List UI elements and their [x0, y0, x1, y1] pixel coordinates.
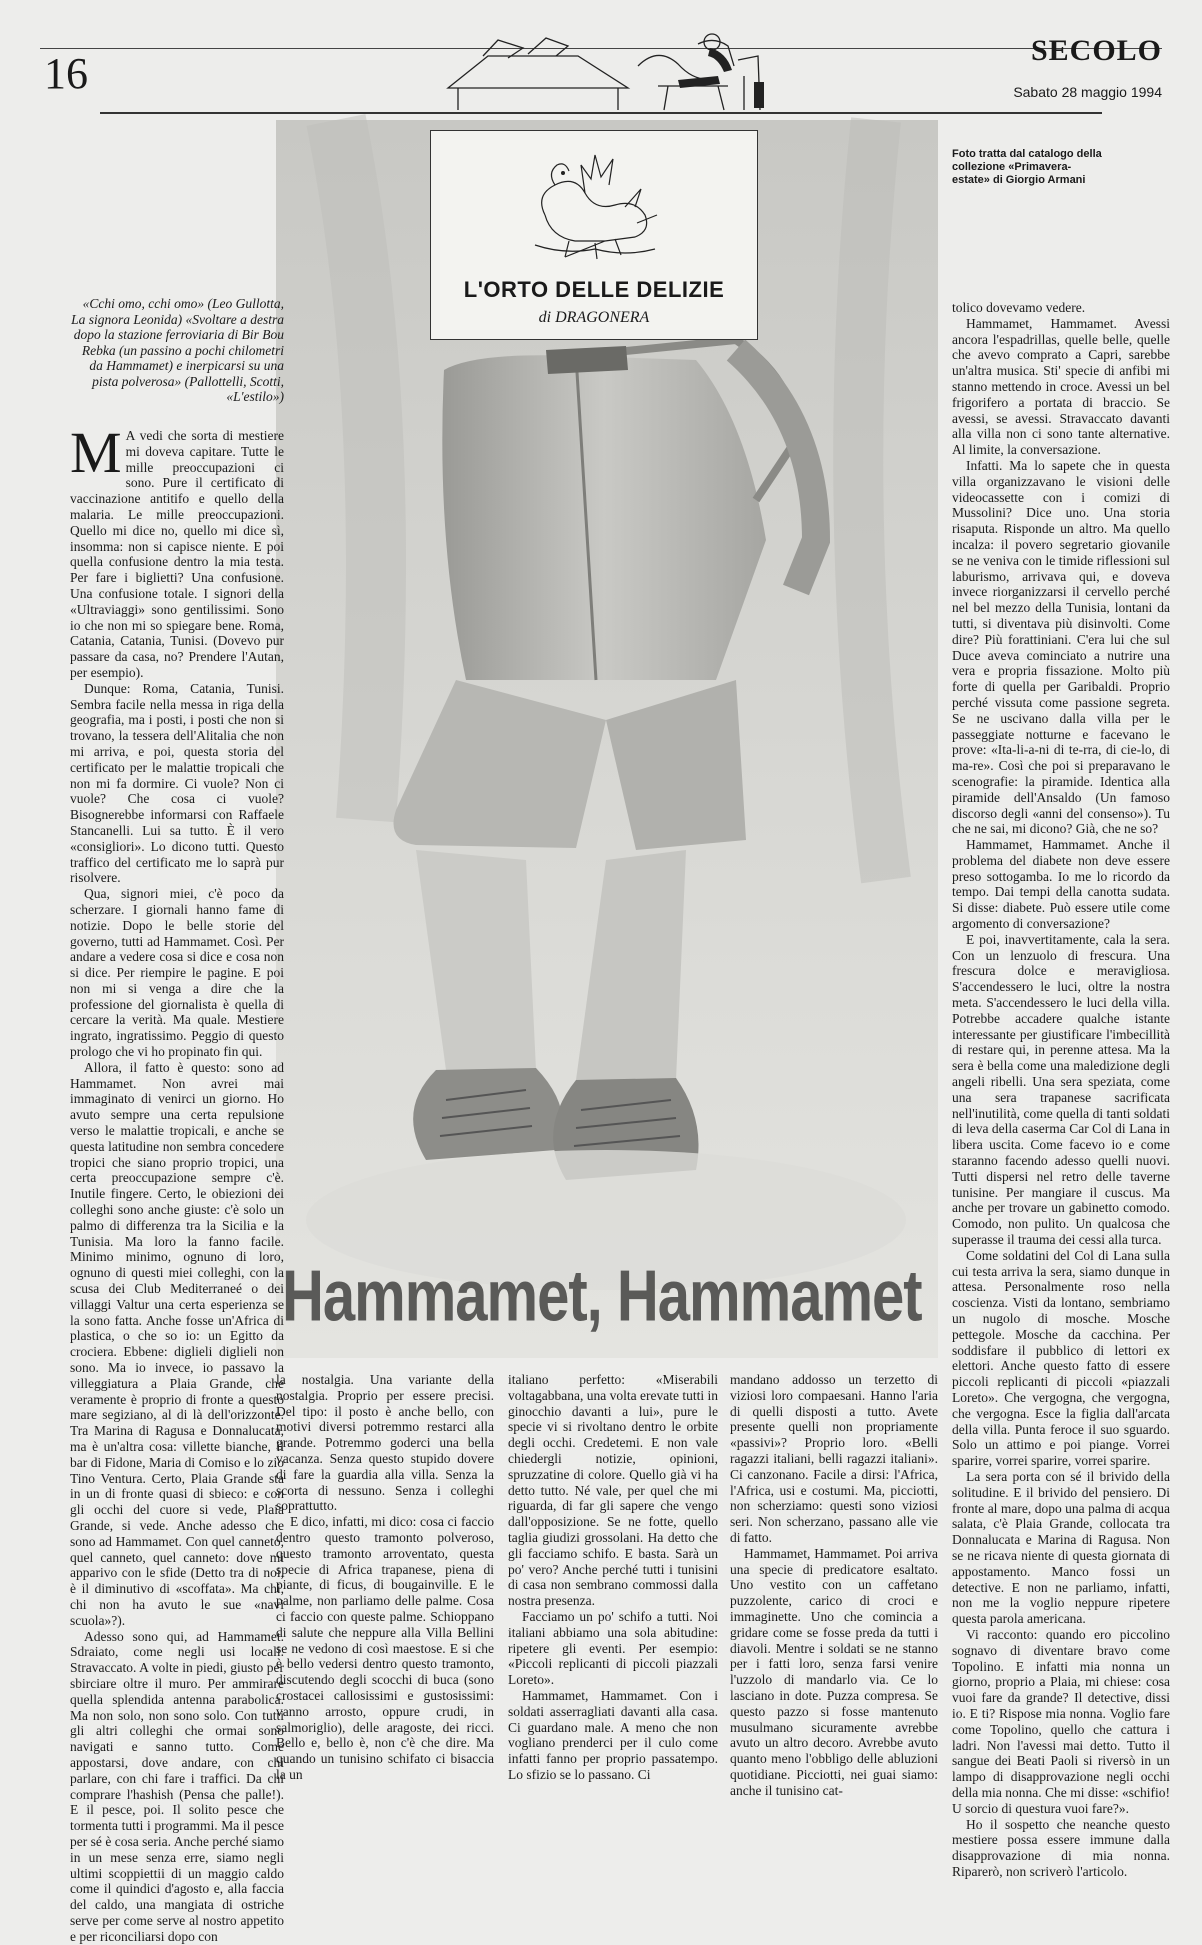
- article-paragraph: E poi, inavvertitamente, cala la sera. Con un lenzuolo di frescura. Una frescura dolce e meravigliosa. S'accendessero le luci, oltre la nostra meta. S'accendessero le luci della villa. Potrebbe accadere qualche istante interessante per giustificare l'imbecillità di restare qui, in perenne attesa. Ma la sera è bella come una maledizione degli angeli ribelli. Una sera speziata, come una sera trapanese sacrificata nell'inutilità, come quella di tanti soldati di leva della caserma Car Col di Lana in libera uscita. Come facevo io e come staranno facendo adesso quelli nuovi. Tutti dispersi nel retro delle taverne tunisine. Per mangiare il cuscus. Ma anche per trovare un gabinetto comodo. Comodo, non pulito. Un qualcosa che superasse il trauma dei cessi alla turca.: [952, 931, 1170, 1248]
- article-paragraph: Dunque: Roma, Catania, Tunisi. Sembra facile nella messa in riga della geografia, ma i posti, i posti che non si trovano, la tessera dell'Alitalia che non mi arriva, e poi, questa storia del certificato per le malattie tropicali che non mi fa dormire. Ci vuole? Non ci vuole? Che cosa ci vuole? Bisognerebbe informarsi con Raffaele Stancanelli. Lui sa tutto. È il vero «consigliori». Lo dicono tutti. Questo traffico del certificato me lo saprà pur risolvere.: [70, 680, 284, 886]
- article-column-left: [70, 420, 284, 1944]
- rubric-title: L'ORTO DELLE DELIZIE: [463, 277, 725, 302]
- top-rule: [100, 112, 1102, 114]
- article-paragraph: Allora, il fatto è questo: sono ad Hammamet. Non avrei mai immaginato di venirci un giorno. Ho avuto sempre una certa repulsione verso le malattie tropicali, e anche se questa latitudine non sembra concedere tropici che siano proprio tropici, una certa preoccupazione sempre c'è. Inutile fingere. Certo, le obiezioni dei colleghi sono anche giuste: c'è solo un palmo di differenza tra la Sicilia e la Tunisia. Ma loro la fanno facile. Minimo minimo, ognuno di loro, ognuno di questi miei colleghi, con la scusa dei Club Mediterraneé o dei villaggi Valtur una certa esperienza se la sono fatta. Anche fosse un'Africa di plastica, o che so io: un Egitto da crociera. Ebbene: diglieli diglieli non sono. Ma io invece, io passavo la villeggiatura a Plaia Grande, che veramente è proprio di fronte a questo mare segiziano, al di là dell'orizzonte. Tra Marina di Ragusa e Donnalucata, ma è un'altra cosa: villette bianche, il bar di Fidone, Maria di Comiso e lo zio Tino Ventura. Certo, Plaia Grande sta in un di fronte quasi di sbieco: e con gli occhi del cuore si vede, Plaia Grande, si vede. Anche adesso che sono ad Hammamet. Con quel canneto, quel canneto, quel canneto: dove mi apparivo con le sfide (Detto tra di noi, è il diminutivo di «scoffata». Ma chi, chi non ha avuto le sue «navi scuola»?).: [70, 1059, 284, 1628]
- rubric-box: [430, 130, 758, 340]
- issue-date: Sabato 28 maggio 1994: [1013, 84, 1162, 100]
- article-paragraph: mandano addosso un terzetto di viziosi loro compaesani. Hanno l'aria di quelli disposti a tutto. Avete presente quelli non propriamente «passivi»? Proprio loro. «Belli ragazzi italiani, belli ragazzi italiani». Ci canzonano. Facile a dirsi: l'Africa, l'Africa, usi e costumi. Ma, picciotti, non scherziamo: questi sono viziosi seri. Non scherzano, passano alle vie di fatto.: [730, 1372, 938, 1545]
- photo-credit: Foto tratta dal catalogo della collezione «Primavera-estate» di Giorgio Armani: [952, 148, 1102, 186]
- article-paragraph: Hammamet, Hammamet. Avessi ancora l'espadrillas, quelle belle, quelle che avevo comprato a Capri, sarebbe un'altra musica. Sti' specie di anfibi mi stanno mettendo in croce. Avessi un bel frigorifero a portata di braccio. Se avessi, se avessi. Stravaccato davanti alla villa non ci sono tante alternative. Al limite, la conversazione.: [952, 315, 1170, 458]
- article-paragraph: Hammamet, Hammamet. Anche il problema del diabete non deve essere preso sottogamba. Io me lo ricordo da tempo. Dai tempi della canotta sudata. Si disse: diabete. Può essere utile come argomento di conversazione?: [952, 837, 1170, 932]
- article-paragraph: [70, 420, 284, 681]
- article-paragraph: Hammamet, Hammamet. Con i soldati asserragliati davanti alla casa. Ci guardano male. A meno che non vogliano prenderci per il culo come infatti fanno per proprio passatempo. Lo sfizio se lo passano. Ci: [508, 1687, 718, 1782]
- article-paragraph: La sera porta con sé il brivido della solitudine. E il brivido del pensiero. Di fronte al mare, dopo una palma di acqua salata, c'è Plaia Grande, collocata tra Donnalucata e Marina di Ragusa. Non se ne ricava niente di questa giornata di appostamento. Manco fossi un detective. E non ne parliamo, infatti, non me la voglio neppure ripetere questa parola americana.: [952, 1468, 1170, 1627]
- article-column-bottom-2: [508, 1372, 718, 1782]
- article-paragraph: Qua, signori miei, c'è poco da scherzare. I giornali hanno fame di notizie. Dopo le belle storie del governo, tutti ad Hammamet. Così. Per andare a vedere cosa si dice e cosa non si dice. Per riempire le pagine. E poi non mi si venga a dire che la professione del giornalista è quella di cercare la verità. Ma quale. Mestiere ingrato, ingratissimo. Peggio di questo prologo che vi ho propinato fin qui.: [70, 886, 284, 1060]
- masthead-drawing: [428, 26, 780, 114]
- article-paragraph: Come soldatini del Col di Lana sulla cui testa arriva la sera, siamo dunque in attesa. Personalmente roso nella coscienza. Visti da lontano, sembriamo un nugolo di mosche. Mosche pettegole. Mosche da cacchina. Per soddisfare il pubblico di lettori ex elettori. Anche questo fatto di essere piccoli replicanti di piccoli «piazzali Loreto». Che vergogna, che vergogna, che vergogna. Esce la figlia dall'arcata della villa. Punta feroce il suo sguardo. Solo un attimo e poi piange. Vorrei sparire, vorrei sparire, vorrei sparire.: [952, 1247, 1170, 1469]
- article-column-bottom-1: [276, 1372, 494, 1782]
- article-paragraph: Ho il sospetto che neanche questo mestiere possa essere immune dalla disapprovazione di mia nonna. Riparerò, non scriverò l'articolo.: [952, 1816, 1170, 1879]
- article-paragraph: Hammamet, Hammamet. Poi arriva una specie di predicatore esaltato. Uno vestito con un caffetano puzzolente, carico di croci e immaginette. Uno che comincia a gridare come se fosse preda da tutti i diavoli. Mentre i soldati se ne stanno per i fatti loro, senza farsi venire l'uzzolo di mandarlo via. Ce lo lasciano in dote. Puzza compresa. Se questo pazzo si fosse mantenuto musulmano sicuramente avrebbe avuto un altro decoro. Avrebbe avuto quanto meno l'obbligo delle abluzioni quotidiane. Picciotti, nei guai siamo: anche il tunisino cat-: [730, 1545, 938, 1798]
- article-paragraph: E dico, infatti, mi dico: cosa ci faccio dentro questo tramonto polveroso, questo tramonto arroventato, questa specie di Africa trapanese, piena di piante, di ficus, di bougainville. E le palme, non parliamo delle palme. Cosa ci faccio con queste palme. Schioppano di salute che neppure alla Villa Bellini se ne vedono di così maestose. E si che è bello vedersi dentro questo tramonto, discutendo degli scocchi di buca (sono crostacei callosissimi e gustosissimi: vanno arrosto, oppure crudi, in salmoriglio), delle aragoste, dei ricci. Bello e, bello è, non c'è che dire. Ma quando un tunisino schifato ci bisaccia la un: [276, 1514, 494, 1782]
- article-paragraph: tolico dovevamo vedere.: [952, 300, 1086, 315]
- article-paragraph: Vi racconto: quando ero piccolino sognavo di diventare bravo come Topolino. E infatti mia nonna un giorno, proprio a Plaia, mi chiese: cosa vuoi fare da grande? Il detective, dissi io. E ti? Rispose mia nonna. Voglio fare come Topolino, quello che cattura i ladri. Non l'avessi mai detto. Tutto il sangue dei Beati Paoli si riversò in un lampo di disapprovazione negli occhi della mia nonna. Che mi disse: «schifio! U sorcio di questura vuoi fare?».: [952, 1626, 1170, 1816]
- article-paragraph: italiano perfetto: «Miserabili voltagabbana, una volta erevate tutti in ginocchio davanti a lui», pure le specie vi si rivoltano dentro le orbite degli occhi. Credetemi. E non vale chiedergli notizie, opinioni, spruzzatine di colore. Quello già vi ha detto tutto. Né vale, per quel che mi riguarda, di far gli sapere che vengo dall'opposizione. Se ne fotte, quello taglia giudizi grossolani. Ha detto che gli facciamo schifo. E basta. Sarà un po' vero? Anche perché tutti i tunisini di casa non sembrano commossi dalla nostra presenza.: [508, 1372, 718, 1609]
- dragon-icon: [525, 145, 665, 263]
- article-paragraph: Infatti. Ma lo sapete che in questa villa organizzavano le visioni delle videocassette con i comizi di Mussolini? Dice uno. Una storia risaputa. Risponde un altro. Ma quello incalza: il povero segretario giovanile se ne veniva con le timide riflessioni sul laburismo, arrivava qui, e doveva invece riorganizzarsi il cervello perché nel bel mezzo della Tunisia, lontani da tutti, si diventava più disinvolti. Come dire? Più forattiniani. C'era lui che sul Duce aveva cominciato a nutrire una vera e propria fissazione. Molto più forte di quella per Garibaldi. Proprio perché vissuta come passione segreta. Se ne uscivano dalla villa per le passeggiate notturne e facevano le prove: «Ita-li-a-ni di te-rra, di cie-lo, di ma-re». Così che poi si preparavano le scenografie: la piramide. Identica alla piramide dell'Ansaldo (Un famoso discorso degli «anni del consenso»). Tu che ne sai, mi dicono? Già, che ne so?: [952, 457, 1170, 837]
- article-column-bottom-3: [730, 1372, 938, 1798]
- article-paragraph: Adesso sono qui, ad Hammamet. Sdraiato, come negli usi locali. Stravaccato. A volte in piedi, giusto per sbirciare oltre il muro. Per ammirare quella splendida antenna parabolica. Ma non solo, non sono solo. Con tutti gli altri colleghi che ormai sono navigati e sanno tutto. Come appostarsi, dove andare, con chi parlare, con chi fare i traffici. Da chi comprare l'hashish (Pensa che palle!). E il pesce, poi. Il solito pesce che tormenta tutti i programmi. Ma il pesce per sé è cosa seria. Anche perché siamo in un mese senza erre, siamo negli ultimi scoppiettii di un maggio caldo come il quindici d'agosto e, alla faccia del caldo, una mangiata di ostriche serve per come serve al nostro appetito e per riconciliarsi dopo con: [70, 1628, 284, 1944]
- paper-name: SECOLO: [1030, 34, 1162, 67]
- article-column-right: [952, 300, 1170, 1879]
- article-paragraph: Facciamo un po' schifo a tutti. Noi italiani abbiamo una sola abitudine: ripetere gli eventi. Per esempio: «Piccoli replicanti di piccoli piazzali Loreto».: [508, 1608, 718, 1688]
- headline: Hammamet, Hammamet: [282, 1255, 922, 1337]
- rubric-author: di DRAGONERA: [538, 309, 650, 326]
- paragraph-text: A vedi che sorta di mestiere mi doveva capitare. Tutte le mille preoccupazioni ci sono. Pure il certificato di vaccinazione antitifo e quello della malaria. Le mille preoccupazioni. Quello mi dice no, quello mi dice sì, insomma: non si capisce niente. E poi quella confusione dentro la mia testa. Per fare i biglietti? Una confusione. Una confusione totale. I signori della «Ultraviaggi» sono gentilissimi. Sono io che non mi so spiegare bene. Roma, Catania, Catania, Tunisi. (Dovevo pur passare da casa, no? Prendere l'Autan, per esempio).: [70, 428, 284, 680]
- masthead-illustration: [428, 26, 780, 114]
- page-number: 16: [44, 49, 88, 98]
- drop-cap: M: [70, 420, 122, 485]
- article-paragraph: la nostalgia. Una variante della nostalgia. Proprio per essere precisi. Del tipo: il posto è anche bello, con motivi diversi potremmo restarci alla grande. Potremmo goderci una bella vacanza. Senza questo stupido dovere di fare la guardia alla villa. Senza la scorta di nessuno. Senza i colleghi soprattutto.: [276, 1372, 494, 1514]
- epigraph: «Cchi omo, cchi omo» (Leo Gullotta, La signora Leonida) «Svoltare a destra dopo la stazione ferroviaria di Bir Bou Rebka (un passino a pochi chilometri da Hammamet) e inerpicarsi su una pista polverosa» (Pallottelli, Scotti, «L'estilo»): [71, 296, 284, 404]
